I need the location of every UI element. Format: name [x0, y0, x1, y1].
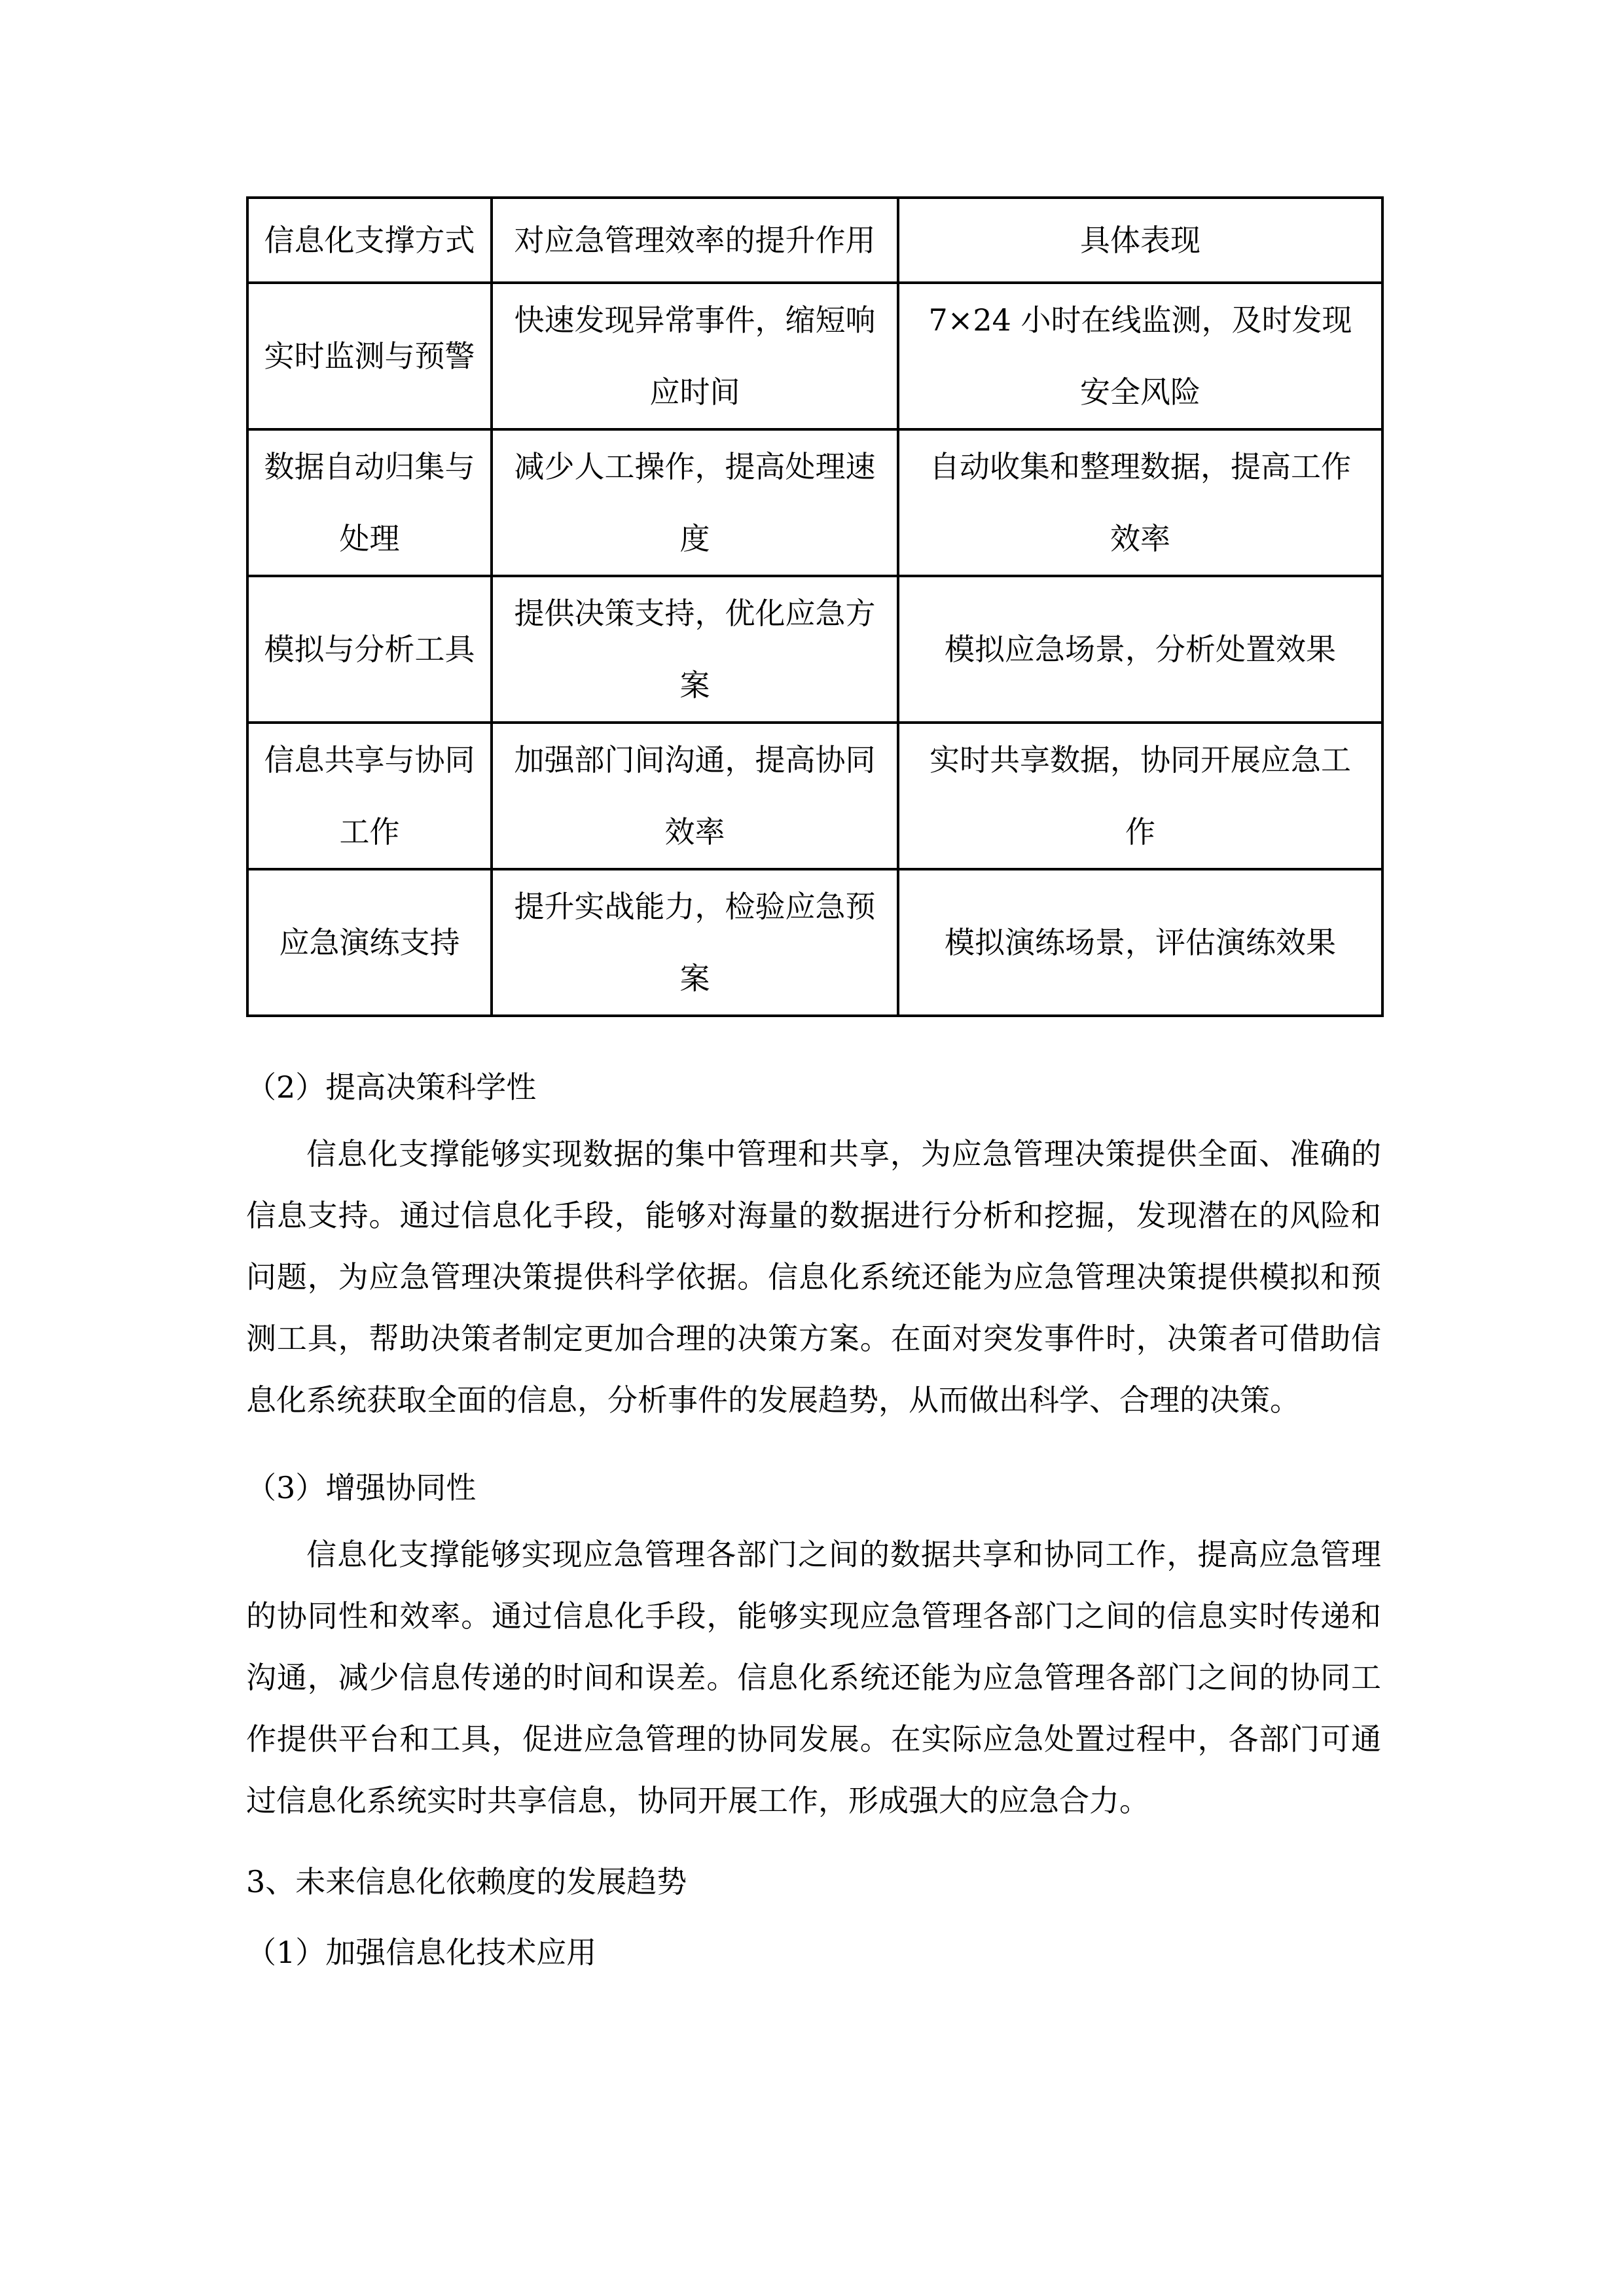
section-heading-3: （3）增强协同性	[246, 1470, 477, 1505]
table-body	[247, 198, 1382, 1016]
table-cell: 信息共享与协同工作	[247, 723, 492, 869]
section-heading-2: （2）提高决策科学性	[246, 1069, 537, 1105]
table-cell: 7×24 小时在线监测，及时发现安全风险	[898, 283, 1382, 429]
table-row	[247, 723, 1382, 869]
header-cell-efficiency-effect: 对应急管理效率的提升作用	[492, 198, 898, 283]
header-cell-concrete-performance: 具体表现	[898, 198, 1382, 283]
table-cell: 提升实战能力，检验应急预案	[492, 869, 898, 1016]
section-heading-strengthen-it: （1）加强信息化技术应用	[246, 1935, 597, 1970]
section-heading-trend: 3、未来信息化依赖度的发展趋势	[246, 1864, 687, 1899]
table-cell: 模拟应急场景，分析处置效果	[898, 576, 1382, 723]
table-cell: 模拟演练场景，评估演练效果	[898, 869, 1382, 1016]
table-row	[247, 869, 1382, 1016]
section-paragraph-2: 信息化支撑能够实现数据的集中管理和共享，为应急管理决策提供全面、准确的信息支持。通过信息化手段，能够对海量的数据进行分析和挖掘，发现潜在的风险和问题，为应急管理决策提供科学依据。信息化系统还能为应急管理决策提供模拟和预测工具，帮助决策者制定更加合理的决策方案。在面对突发事件时，决策者可借助信息化系统获取全面的信息，分析事件的发展趋势，从而做出科学、合理的决策。	[246, 1136, 1381, 1418]
table-cell: 快速发现异常事件，缩短响应时间	[492, 283, 898, 429]
table-row	[247, 576, 1382, 723]
table-cell: 数据自动归集与处理	[247, 429, 492, 576]
table-cell: 模拟与分析工具	[247, 576, 492, 723]
informatization-support-table	[246, 196, 1384, 1017]
table-header-row	[247, 198, 1382, 283]
table-cell: 加强部门间沟通，提高协同效率	[492, 723, 898, 869]
section-paragraph-3: 信息化支撑能够实现应急管理各部门之间的数据共享和协同工作，提高应急管理的协同性和效率。通过信息化手段，能够实现应急管理各部门之间的信息实时传递和沟通，减少信息传递的时间和误差。信息化系统还能为应急管理各部门之间的协同工作提供平台和工具，促进应急管理的协同发展。在实际应急处置过程中，各部门可通过信息化系统实时共享信息，协同开展工作，形成强大的应急合力。	[246, 1537, 1381, 1818]
table-cell: 自动收集和整理数据，提高工作效率	[898, 429, 1382, 576]
table-cell: 提供决策支持，优化应急方案	[492, 576, 898, 723]
table-cell: 实时监测与预警	[247, 283, 492, 429]
table-cell: 减少人工操作，提高处理速度	[492, 429, 898, 576]
table-row	[247, 283, 1382, 429]
table-row	[247, 429, 1382, 576]
table-cell: 实时共享数据，协同开展应急工作	[898, 723, 1382, 869]
table-cell: 应急演练支持	[247, 869, 492, 1016]
header-cell-support-method: 信息化支撑方式	[247, 198, 492, 283]
